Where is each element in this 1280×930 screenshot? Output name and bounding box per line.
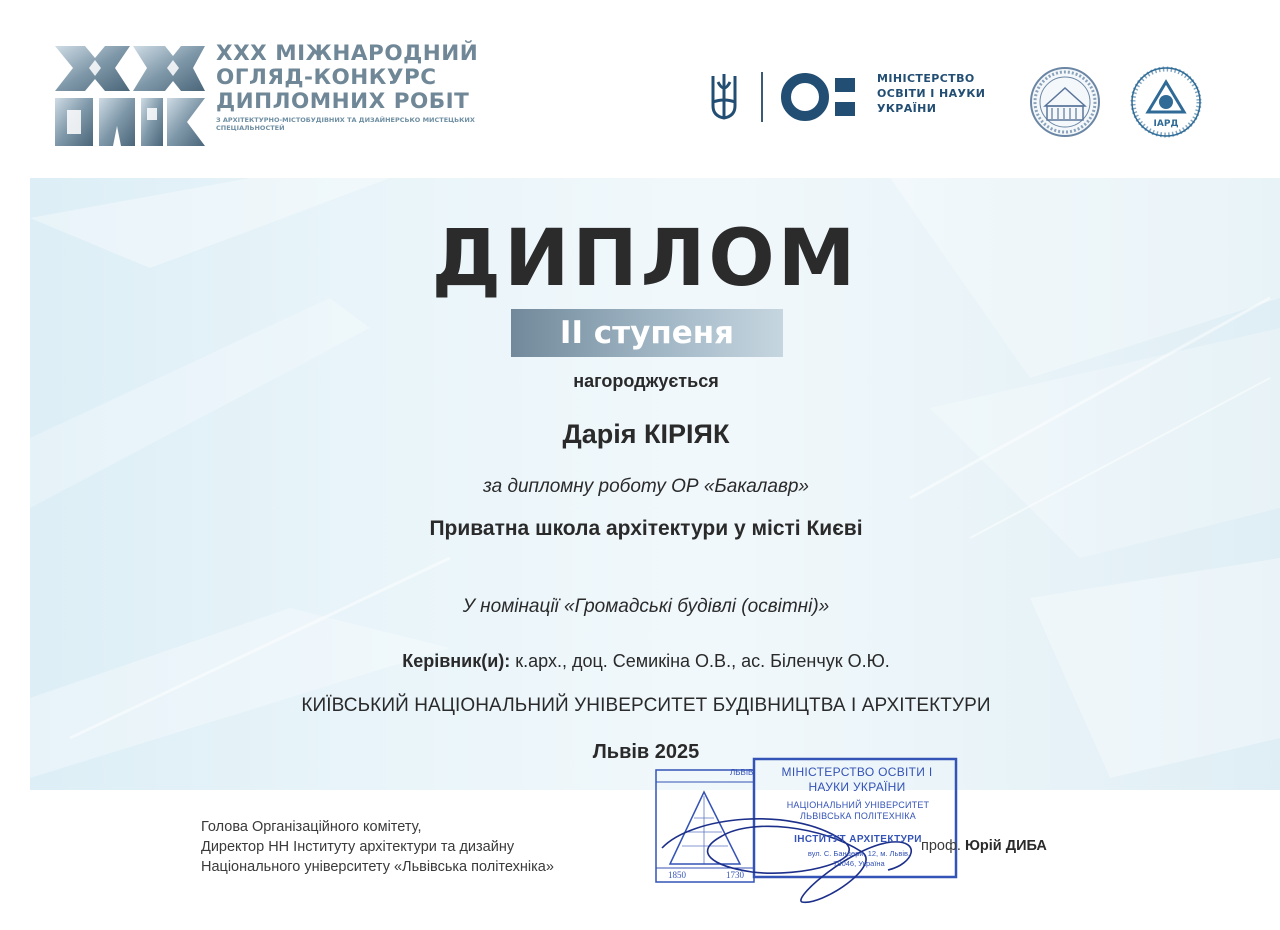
ministry-line-3: УКРАЇНИ xyxy=(877,102,937,115)
signer-position xyxy=(201,817,554,877)
university-seal-icon xyxy=(1029,66,1101,138)
contest-logo-icon xyxy=(55,46,205,146)
stamp-address-line-1: вул. С. Бандери, 12, м. Львів, xyxy=(807,849,911,858)
awarded-label: нагороджується xyxy=(573,371,719,391)
degree-label: II ступеня xyxy=(559,315,735,351)
stamp-institute: ІНСТИТУТ АРХІТЕКТУРИ xyxy=(794,834,922,845)
ministry-line-2: ОСВІТИ І НАУКИ xyxy=(877,87,986,100)
signer-position-line-3: Національного університету «Львівська політехніка» xyxy=(201,859,554,875)
contest-title-line-1: XXX МІЖНАРОДНИЙ xyxy=(216,41,479,66)
diploma-title: ДИПЛОМ xyxy=(431,214,859,304)
signer-position-line-2: Директор НН Інституту архітектури та дизайну xyxy=(201,839,515,855)
stamp-university xyxy=(766,800,950,822)
stamp-university-line-1: НАЦІОНАЛЬНИЙ УНІВЕРСИТЕТ xyxy=(786,800,930,810)
stamp-small-label: ЛЬВІВ xyxy=(730,768,754,777)
supervisors-names: к.арх., доц. Семикіна О.В., ас. Біленчук О.Ю. xyxy=(510,651,890,671)
recipient-name: Дарія КІРІЯК xyxy=(562,419,730,449)
signer-name: Юрій ДИБА xyxy=(964,838,1047,854)
ministry-name xyxy=(877,71,985,116)
trident-icon xyxy=(710,72,738,122)
iard-seal-icon xyxy=(1130,66,1202,138)
stamp-year-right: 1730 xyxy=(726,870,744,880)
work-type: за дипломну роботу ОР «Бакалавр» xyxy=(483,476,809,497)
contest-title-line-2: ОГЛЯД-КОНКУРС xyxy=(216,65,437,90)
signer-title: проф. xyxy=(921,838,965,854)
contest-title xyxy=(216,42,496,132)
university-name: КИЇВСЬКИЙ НАЦІОНАЛЬНИЙ УНІВЕРСИТЕТ БУДІВНИЦТВА І АРХІТЕКТУРИ xyxy=(301,695,991,716)
ministry-divider xyxy=(761,72,763,122)
stamp-ministry-line-1: МІНІСТЕРСТВО ОСВІТИ І xyxy=(781,765,933,779)
stamp-year-left: 1850 xyxy=(668,870,686,880)
stamp-address-line-2: 79046, Україна xyxy=(833,859,885,868)
stamp-ministry-line-2: НАУКИ УКРАЇНИ xyxy=(808,780,906,794)
contest-title-line-3: ДИПЛОМНИХ РОБІТ xyxy=(216,89,470,114)
stamp-university-line-2: ЛЬВІВСЬКА ПОЛІТЕХНІКА xyxy=(800,811,916,821)
supervisors-label: Керівник(и): xyxy=(402,651,511,671)
signer xyxy=(921,836,1047,856)
contest-subtitle: З АРХІТЕКТУРНО-МІСТОБУДІВНИХ ТА ДИЗАЙНЕРСЬКО МИСТЕЦЬКИХ СПЕЦІАЛЬНОСТЕЙ xyxy=(216,116,475,132)
stamp-address xyxy=(774,849,944,869)
iard-seal-label: ІАРД xyxy=(1153,119,1179,129)
ministry-logo-icon xyxy=(780,72,862,122)
supervisors xyxy=(0,650,1280,672)
place-year: Львів 2025 xyxy=(592,741,700,763)
signer-position-line-1: Голова Організаційного комітету, xyxy=(201,819,422,835)
project-title: Приватна школа архітектури у місті Києві xyxy=(429,517,863,540)
ministry-line-1: МІНІСТЕРСТВО xyxy=(877,72,975,85)
stamp-ministry xyxy=(760,765,954,795)
nomination: У номінації «Громадські будівлі (освітні)» xyxy=(462,596,830,617)
